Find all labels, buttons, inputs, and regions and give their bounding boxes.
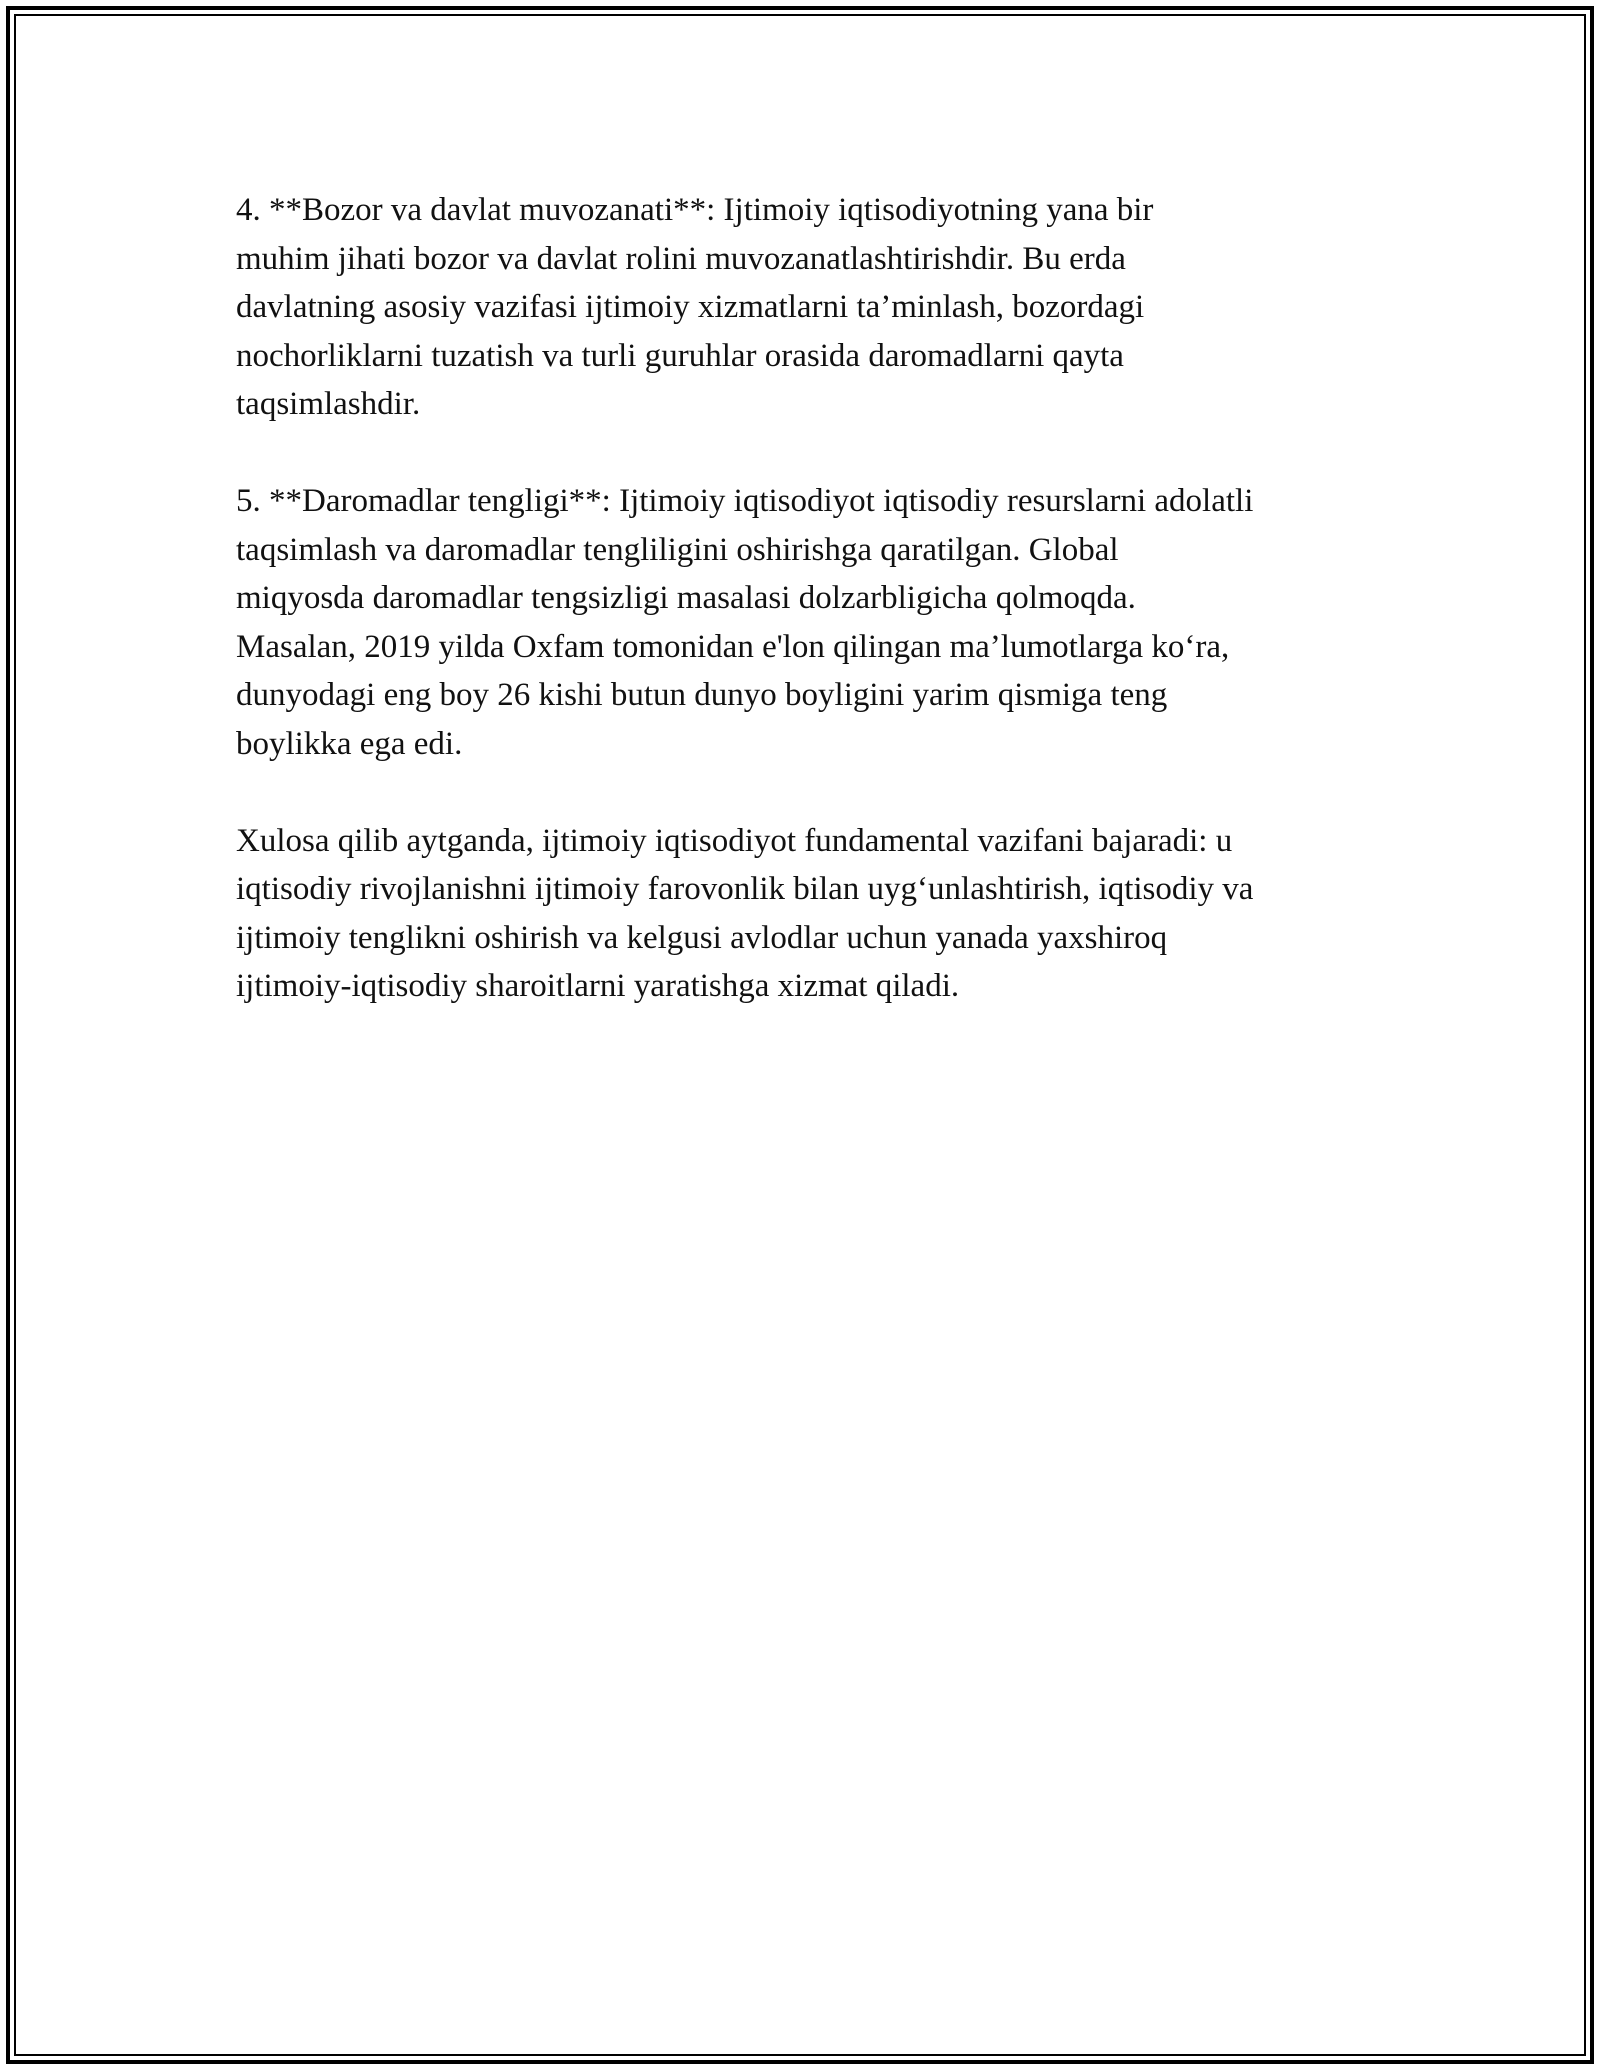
document-body xyxy=(236,186,1386,1059)
paragraph-income-equality: 5. **Daromadlar tengligi**: Ijtimoiy iqtisodiyot iqtisodiy resurslarni adolatli taqsimlash va daromadlar tengliligini oshirishga qaratilgan. Global miqyosda daromadlar tengsizligi masalasi dolzarbligicha qolmoqda. Masalan, 2019 yilda Oxfam tomonidan e'lon qilingan ma’lumotlarga ko‘ra, dunyodagi eng boy 26 kishi butun dunyo boyligini yarim qismiga teng boylikka ega edi. xyxy=(236,483,1254,762)
paragraph-conclusion: Xulosa qilib aytganda, ijtimoiy iqtisodiyot fundamental vazifani bajaradi: u iqtisodiy rivojlanishni ijtimoiy farovonlik bilan uyg‘unlashtirish, iqtisodiy va ijtimoiy tenglikni oshirish va kelgusi avlodlar uchun yanada yaxshiroq ijtimoiy-iqtisodiy sharoitlarni yaratishga xizmat qiladi. xyxy=(236,822,1254,1004)
paragraph-market-state-balance: 4. **Bozor va davlat muvozanati**: Ijtimoiy iqtisodiyotning yana bir muhim jihati bozor va davlat rolini muvozanatlashtirishdir. Bu erda davlatning asosiy vazifasi ijtimoiy xizmatlarni ta’minlash, bozordagi nochorliklarni tuzatish va turli guruhlar orasida daromadlarni qayta taqsimlashdir. xyxy=(236,192,1154,422)
